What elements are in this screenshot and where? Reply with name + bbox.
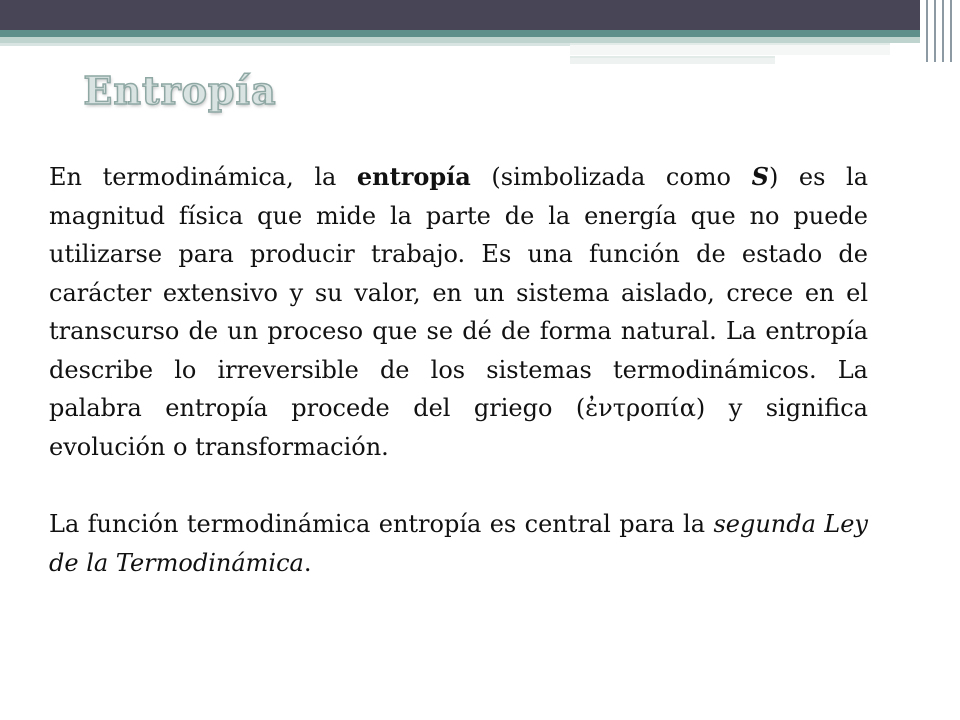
paragraph-second-law [49, 505, 868, 582]
slide-body [49, 158, 868, 582]
paragraph-text: La función termodinámica entropía es central para la [49, 510, 714, 538]
paragraph-text: . [303, 548, 312, 577]
paragraph-text: (simbolizada como [470, 163, 752, 191]
slide-title: Entropía [83, 68, 277, 113]
header-accent-segment [570, 43, 890, 55]
term-entropia: entropía [356, 162, 471, 191]
header-accent-segment-short [570, 56, 775, 64]
header-stripe [0, 43, 570, 46]
paragraph-text: En termodinámica, la [49, 163, 357, 191]
header-bar-dark [0, 0, 920, 30]
header-bar-teal [0, 30, 920, 37]
paragraph-definition [49, 158, 868, 466]
second-law-reference: segunda Ley de la Termodinámica [49, 510, 868, 577]
paragraph-text: ) es la magnitud física que mide la parte de la energía que no puede utilizarse para producir trabajo. Es una función de estado de carácter extensivo y su valor, en un sistema aislado, crece en el transcurso de un proceso que se dé de forma natural. La entropía describe lo irreversible de los sistemas termodinámicos. La palabra entropía procede del griego (ἐντροπία) y significa evolución o transformación. [49, 163, 869, 461]
header-edge-lines [922, 0, 960, 62]
symbol-s: S [751, 162, 769, 191]
